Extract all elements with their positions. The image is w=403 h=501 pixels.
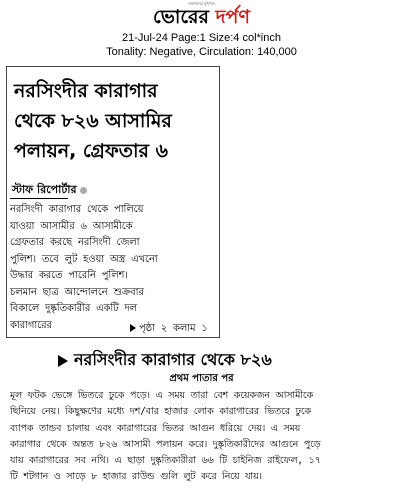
article-body [10, 202, 216, 334]
masthead [0, 0, 403, 28]
body-line: চলমান ছাত্র আন্দোলনে শুক্রবার [10, 286, 144, 298]
body-line: নরসিংদী কারাগার থেকে পালিয়ে [10, 204, 144, 215]
clipping-meta-line-1: 21-Jul-24 Page:1 Size:4 col*inch [122, 32, 281, 44]
logo-part-1: ভোরের [153, 6, 216, 28]
continued-page-text: পৃষ্ঠা ২ কলাম ১ [139, 323, 208, 334]
body-line: বিকালে দুষ্কৃতিকারীর একটি দল [10, 303, 137, 314]
byline-rule [10, 198, 68, 199]
headline-line: নরসিংদীর কারাগার [14, 80, 158, 102]
logo-part-2: দর্পণ [215, 6, 250, 28]
continuation-line: ছিনিয়ে নেয়। কিছুক্ষণের মধ্যে দশ/বার হাজার লোক কারাগারের ভিতরে ঢুকে [10, 406, 312, 418]
headline-line: থেকে ৮২৬ আসামির [14, 110, 172, 132]
headline-line: পলায়ন, গ্রেফতার ৬ [14, 140, 168, 162]
continued-reference [130, 322, 208, 336]
body-line: উদ্ধার করতে পারেনি পুলিশ। [10, 270, 128, 281]
continuation-title-text: নরসিংদীর কারাগার থেকে ৮২৬ [74, 350, 272, 369]
continuation-title [58, 349, 272, 371]
bullet-icon [80, 187, 87, 194]
clipping-meta-line-2: Tonality: Negative, Circulation: 140,000 [106, 46, 297, 58]
continuation-line: ব্যাপক তান্ডব চালায় এবং কারাগারের ভিতর আগুন ধরিয়ে দেয়। এ সময় [10, 422, 301, 434]
body-line: যাওয়া আসামীর ৬ আসামীকে [10, 220, 133, 232]
body-line: পুলিশ। তবে লুট হওয়া অস্ত্র এখনো [10, 253, 158, 265]
continuation-line: কারাগার থেকে অন্তত ৮২৬ আসামী পলায়ন করে। দুষ্কৃতিকারীদের আগুনে পুড়ে [10, 438, 321, 450]
arrow-right-icon [130, 324, 136, 332]
body-line: গ্রেফতার করছে নরসিংদী জেলা [10, 237, 140, 248]
continuation-line: যায় কারাগারের সব নথি। এ ছাড়া দুষ্কৃতিকারীরা ৬৬ টি চাইনিজ রাইফেল, ১৭ [10, 455, 321, 467]
arrow-right-icon [58, 355, 68, 367]
masthead-tagline: জনগণের মুখপত্র [188, 1, 215, 6]
reporter-byline [12, 183, 87, 197]
continuation-line: মূল ফটক ভেঙ্গে ভিতরে ঢুকে পড়ে। এ সময় তারা বেশ কয়েকজন আসামীকে [10, 390, 314, 401]
reporter-name: স্টাফ রিপোর্টার [12, 183, 77, 196]
continuation-line: টি শটগান ও সাড়ে ৮ হাজার রাউন্ড গুলি লুট করে নিয়ে যায়। [10, 471, 262, 483]
newspaper-logo [0, 6, 403, 28]
article-headline [14, 76, 218, 166]
continuation-body [10, 388, 398, 486]
continuation-subtitle: প্রথম পাতার পর [169, 373, 234, 384]
body-line: কারাগারের [10, 319, 52, 331]
